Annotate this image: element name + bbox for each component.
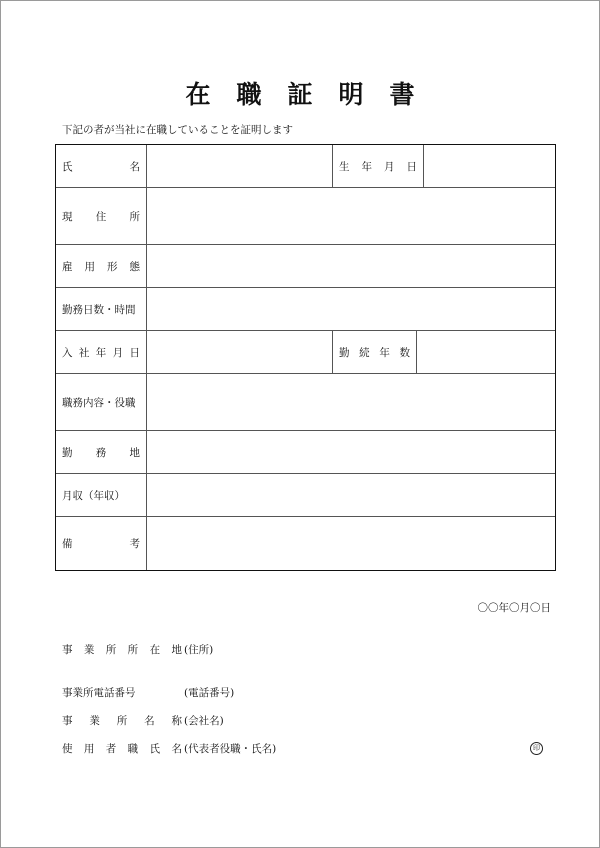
row-name — [56, 145, 555, 188]
certificate-form-table — [55, 144, 556, 571]
seal-mark: 印 — [530, 742, 543, 755]
row-workplace — [56, 431, 555, 474]
work-days-field[interactable] — [147, 288, 555, 330]
workplace-label: 勤 務 地 — [56, 431, 147, 473]
duties-field[interactable] — [147, 374, 555, 430]
employer-phone-value: (電話番号) — [184, 687, 235, 699]
years-of-service-field[interactable] — [417, 331, 555, 373]
row-remarks — [56, 517, 555, 570]
row-join-date — [56, 331, 555, 374]
row-employment-type — [56, 245, 555, 288]
birth-date-label: 生 年 月 日 — [332, 145, 424, 187]
employer-representative-value: (代表者役職・氏名) — [184, 743, 277, 755]
employer-address-value: (住所) — [184, 644, 214, 656]
work-days-label: 勤務日数・時間 — [56, 288, 147, 330]
row-work-days — [56, 288, 555, 331]
row-address — [56, 188, 555, 245]
employer-address-label: 事 業 所 所 在 地 — [62, 644, 182, 656]
employment-type-label: 雇 用 形 態 — [56, 245, 147, 287]
row-income — [56, 474, 555, 517]
join-date-label: 入 社 年 月 日 — [56, 331, 147, 373]
remarks-label: 備 考 — [56, 517, 147, 570]
employment-type-field[interactable] — [147, 245, 555, 287]
issue-date: 〇〇年〇月〇日 — [477, 602, 551, 614]
birth-date-field[interactable] — [424, 145, 555, 187]
employer-phone-label: 事業所電話番号 — [62, 687, 136, 699]
name-label: 氏 名 — [56, 145, 147, 187]
document-title: 在職証明書 — [185, 80, 441, 109]
workplace-field[interactable] — [147, 431, 555, 473]
join-date-field[interactable] — [147, 331, 332, 373]
intro-text: 下記の者が当社に在職していることを証明します — [62, 124, 293, 136]
row-duties — [56, 374, 555, 431]
remarks-field[interactable] — [147, 517, 555, 570]
years-of-service-label: 勤 続 年 数 — [332, 331, 417, 373]
address-label: 現 住 所 — [56, 188, 147, 244]
address-field[interactable] — [147, 188, 555, 244]
employer-name-value: (会社名) — [184, 715, 224, 727]
employer-representative-label: 使 用 者 職 氏 名 — [62, 743, 182, 755]
duties-label: 職務内容・役職 — [56, 374, 147, 430]
income-field[interactable] — [147, 474, 555, 516]
income-label: 月収（年収） — [56, 474, 147, 516]
name-field[interactable] — [147, 145, 332, 187]
employer-name-label: 事 業 所 名 称 — [62, 715, 182, 727]
